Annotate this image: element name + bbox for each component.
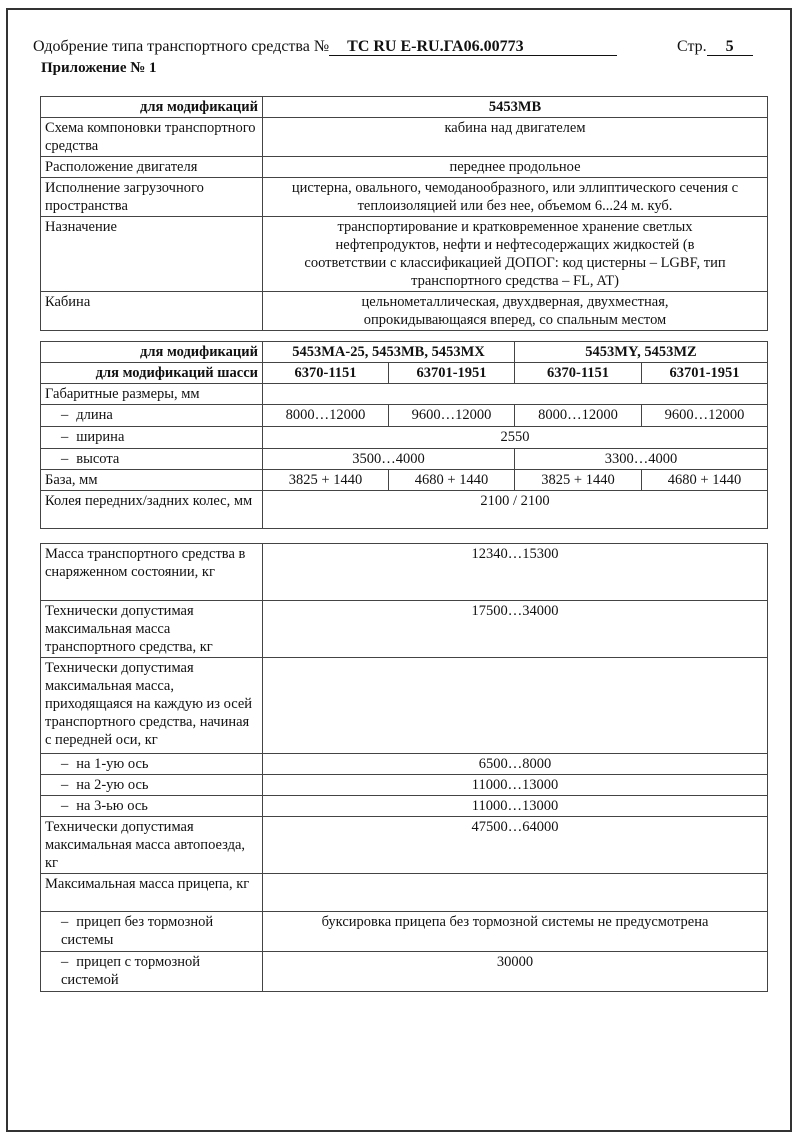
table-row [41,449,768,470]
chassis-cell: 6370-1151 [263,363,389,384]
row-value-empty [263,658,768,754]
row-label: – ширина [41,427,263,449]
row-value: транспортирование и кратковременное хранение светлых нефтепродуктов, нефти и нефтесодержащих жидкостей (в соответствии с классификацией ДОПОГ: код цистерны – LGBF, тип транспортного средства – FL, AT) [263,217,768,292]
dash-marker: – [61,429,69,445]
table-row [41,912,768,952]
row-value: 12340…15300 [263,544,768,601]
mass-table [40,543,768,992]
approval-label: Одобрение типа транспортного средства № [33,38,330,55]
row-label: – прицеп без тормозной системы [41,912,263,952]
row-label: Кабина [41,292,263,331]
table-row [41,952,768,992]
dash-marker: – [61,954,69,970]
row-value: цельнометаллическая, двухдверная, двухместная, опрокидывающаяся вперед, со спальным местом [263,292,768,331]
modification-group-2: 5453МY, 5453MZ [515,342,768,363]
base-cell: 3825 + 1440 [515,470,642,491]
row-label: – на 2-ую ось [41,775,263,796]
row-label: Максимальная масса прицепа, кг [41,874,263,912]
dash-marker: – [61,756,69,772]
row-value: 11000…13000 [263,775,768,796]
row-label: – длина [41,405,263,427]
table-row [41,118,768,157]
dimensions-table [40,341,768,529]
base-cell: 3825 + 1440 [263,470,389,491]
table-row [41,658,768,754]
row-label: Габаритные размеры, мм [41,384,263,405]
table-row [41,874,768,912]
modification-label: для модификаций [41,342,263,363]
length-cell: 8000…12000 [515,405,642,427]
row-label: – на 1-ую ось [41,754,263,775]
table-row [41,470,768,491]
track-cell: 2100 / 2100 [263,491,768,529]
table-row [41,544,768,601]
row-value-empty [263,384,768,405]
row-label: Колея передних/задних колес, мм [41,491,263,529]
row-value: буксировка прицепа без тормозной системы не предусмотрена [263,912,768,952]
table-row [41,384,768,405]
row-label: Схема компоновки транспортного средства [41,118,263,157]
table-row [41,217,768,292]
row-label: Технически допустимая максимальная масса, приходящаяся на каждую из осей транспортного средства, начиная с передней оси, кг [41,658,263,754]
modification-label: для модификаций [41,97,263,118]
chassis-cell: 63701-1951 [642,363,768,384]
table-row [41,754,768,775]
row-label: Исполнение загрузочного пространства [41,178,263,217]
row-label: – прицеп с тормозной системой [41,952,263,992]
annex-title: Приложение № 1 [41,60,157,76]
row-label: Технически допустимая максимальная масса транспортного средства, кг [41,601,263,658]
dash-marker: – [61,407,69,423]
modification-value: 5453МВ [263,97,768,118]
row-label: База, мм [41,470,263,491]
table-header-row [41,97,768,118]
table-row [41,427,768,449]
row-label: – на 3-ью ось [41,796,263,817]
page-number: 5 [707,39,753,56]
row-value: переднее продольное [263,157,768,178]
length-cell: 9600…12000 [642,405,768,427]
table-row [41,817,768,874]
page-indicator [677,38,753,56]
table-row [41,491,768,529]
length-cell: 9600…12000 [389,405,515,427]
row-value: 11000…13000 [263,796,768,817]
general-characteristics-table [40,96,768,331]
row-label: Назначение [41,217,263,292]
table-row [41,775,768,796]
row-label: Масса транспортного средства в снаряженном состоянии, кг [41,544,263,601]
row-label: – высота [41,449,263,470]
height-cell: 3300…4000 [515,449,768,470]
page-label: Стр. [677,38,707,55]
row-value: 30000 [263,952,768,992]
table-row [41,178,768,217]
dash-marker: – [61,914,69,930]
dash-marker: – [61,777,69,793]
height-cell: 3500…4000 [263,449,515,470]
chassis-label: для модификаций шасси [41,363,263,384]
table-row [41,405,768,427]
table-row [41,796,768,817]
modification-group-1: 5453МА-25, 5453МВ, 5453МХ [263,342,515,363]
chassis-cell: 63701-1951 [389,363,515,384]
row-value: кабина над двигателем [263,118,768,157]
table-row [41,601,768,658]
table-header-row [41,342,768,363]
chassis-cell: 6370-1151 [515,363,642,384]
row-label: Технически допустимая максимальная масса автопоезда, кг [41,817,263,874]
row-label: Расположение двигателя [41,157,263,178]
dash-marker: – [61,451,69,467]
row-value: 17500…34000 [263,601,768,658]
length-cell: 8000…12000 [263,405,389,427]
document-header [33,38,773,56]
approval-number: ТС RU E-RU.ГА06.00773 [329,39,617,56]
width-cell: 2550 [263,427,768,449]
base-cell: 4680 + 1440 [389,470,515,491]
table-row [41,292,768,331]
base-cell: 4680 + 1440 [642,470,768,491]
row-value: 6500…8000 [263,754,768,775]
table-header-row [41,363,768,384]
row-value: цистерна, овального, чемоданообразного, или эллиптического сечения с теплоизоляцией или без нее, объемом 6...24 м. куб. [263,178,768,217]
dash-marker: – [61,798,69,814]
table-row [41,157,768,178]
row-value: 47500…64000 [263,817,768,874]
row-value-empty [263,874,768,912]
